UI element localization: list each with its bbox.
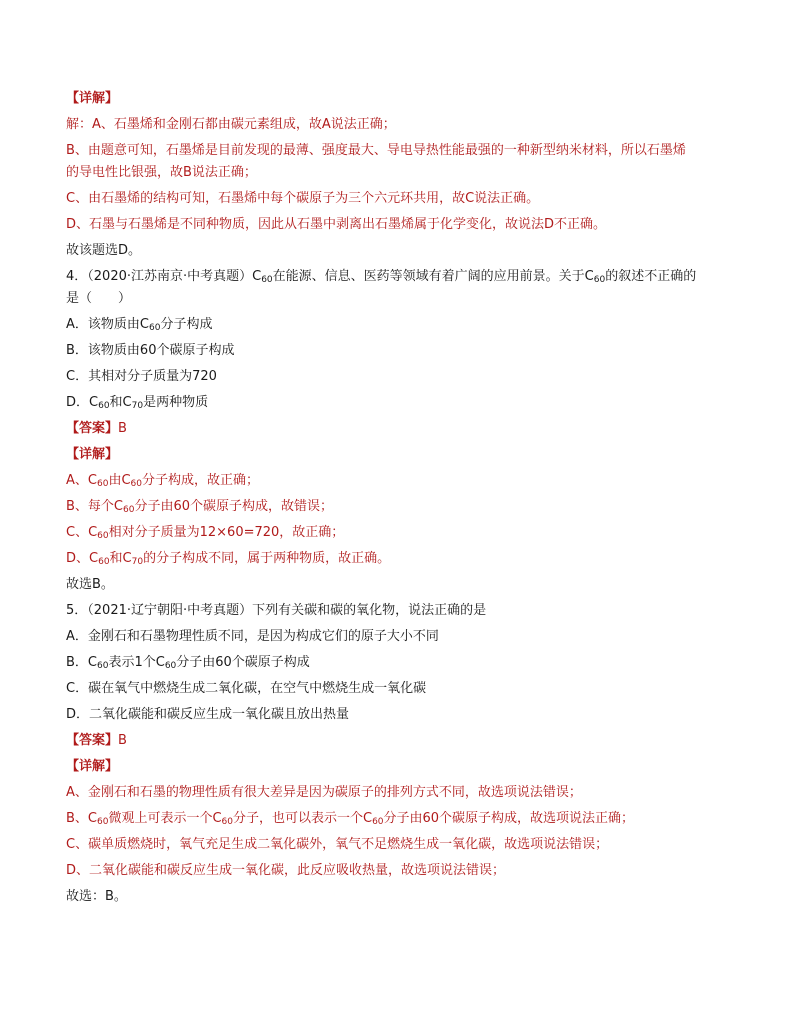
q4-stem-line2: 是（ ）	[66, 291, 132, 306]
q4-option-d: D．$C_{60}$和$C_{70}$是两种物质	[66, 395, 209, 411]
q5-explanation-c: C、碳单质燃烧时，氧气充足生成二氧化碳外，氧气不足燃烧生成一氧化碳，故选项说法错误；	[66, 837, 609, 852]
q4-stem-num: 4．（2020·江苏南京·中考真题）	[66, 269, 253, 284]
answer-tag: 【答案】	[66, 733, 119, 748]
q4-option-c: C．其相对分子质量为720	[66, 369, 217, 384]
q3-explanation-d: D、石墨与石墨烯是不同种物质，因此从石墨中剥离出石墨烯属于化学变化，故说法D不正确。	[66, 217, 607, 232]
q4-explanation-heading: 【详解】	[66, 447, 119, 462]
q5-explanation-d: D、二氧化碳能和碳反应生成一氧化碳，此反应吸收热量，故选项说法错误；	[66, 863, 506, 878]
q5-answer	[66, 732, 736, 750]
q4-conclusion: 故选B。	[66, 577, 114, 592]
q5-option-c: C．碳在氧气中燃烧生成二氧化碳，在空气中燃烧生成一氧化碳	[66, 681, 427, 696]
q5-explanation-a: A、金刚石和石墨的物理性质有很大差异是因为碳原子的排列方式不同，故选项说法错误；	[66, 785, 582, 800]
q5-explanation-heading: 【详解】	[66, 759, 119, 774]
q4-stem: 4．（2020·江苏南京·中考真题）$C_{60}$在能源、信息、医药等领域有着广阔的应用前景。关于$C_{60}$的叙述不正确的	[66, 269, 697, 285]
q5-conclusion: 故选：B。	[66, 889, 127, 904]
q4-explanation-d: D、$C_{60}$和$C_{70}$的分子构成不同，属于两种物质，故正确。	[66, 551, 391, 567]
q4-explanation-a: A、$C_{60}$由$C_{60}$分子构成，故正确；	[66, 473, 259, 489]
q3-conclusion: 故该题选D。	[66, 243, 142, 258]
q3-explanation-heading: 【详解】	[66, 91, 119, 106]
document-page	[66, 90, 736, 914]
answer-tag: 【答案】	[66, 421, 119, 436]
answer-value: B	[118, 421, 127, 436]
q3-explanation-a: 解：A、石墨烯和金刚石都由碳元素组成，故A说法正确；	[66, 117, 396, 132]
q4-answer	[66, 420, 736, 438]
q5-option-a: A．金刚石和石墨物理性质不同，是因为构成它们的原子大小不同	[66, 629, 439, 644]
q5-explanation-b: B、$C_{60}$微观上可表示一个$C_{60}$分子，也可以表示一个$C_{60}$分子由60个碳原子构成，故选项说法正确；	[66, 811, 635, 827]
q4-explanation-c: C、$C_{60}$相对分子质量为12×60=720，故正确；	[66, 525, 345, 541]
q3-explanation-c: C、由石墨烯的结构可知，石墨烯中每个碳原子为三个六元环共用，故C说法正确。	[66, 191, 540, 206]
q5-stem: 5．（2021·辽宁朝阳·中考真题）下列有关碳和碳的氧化物，说法正确的是	[66, 603, 487, 618]
answer-value: B	[118, 733, 127, 748]
q4-option-b: B．该物质由60个碳原子构成	[66, 343, 235, 358]
q5-option-d: D．二氧化碳能和碳反应生成一氧化碳且放出热量	[66, 707, 350, 722]
q4-option-a: A．该物质由$C_{60}$分子构成	[66, 317, 213, 333]
q4-explanation-b: B、每个$C_{60}$分子由60个碳原子构成，故错误；	[66, 499, 333, 515]
q3-explanation-b-2: 的导电性比银强，故B说法正确；	[66, 165, 257, 180]
q3-explanation-b-1: B、由题意可知，石墨烯是目前发现的最薄、强度最大、导电导热性能最强的一种新型纳米材料，所以石墨烯	[66, 143, 686, 158]
q5-option-b: B．$C_{60}$表示1个$C_{60}$分子由60个碳原子构成	[66, 655, 310, 671]
